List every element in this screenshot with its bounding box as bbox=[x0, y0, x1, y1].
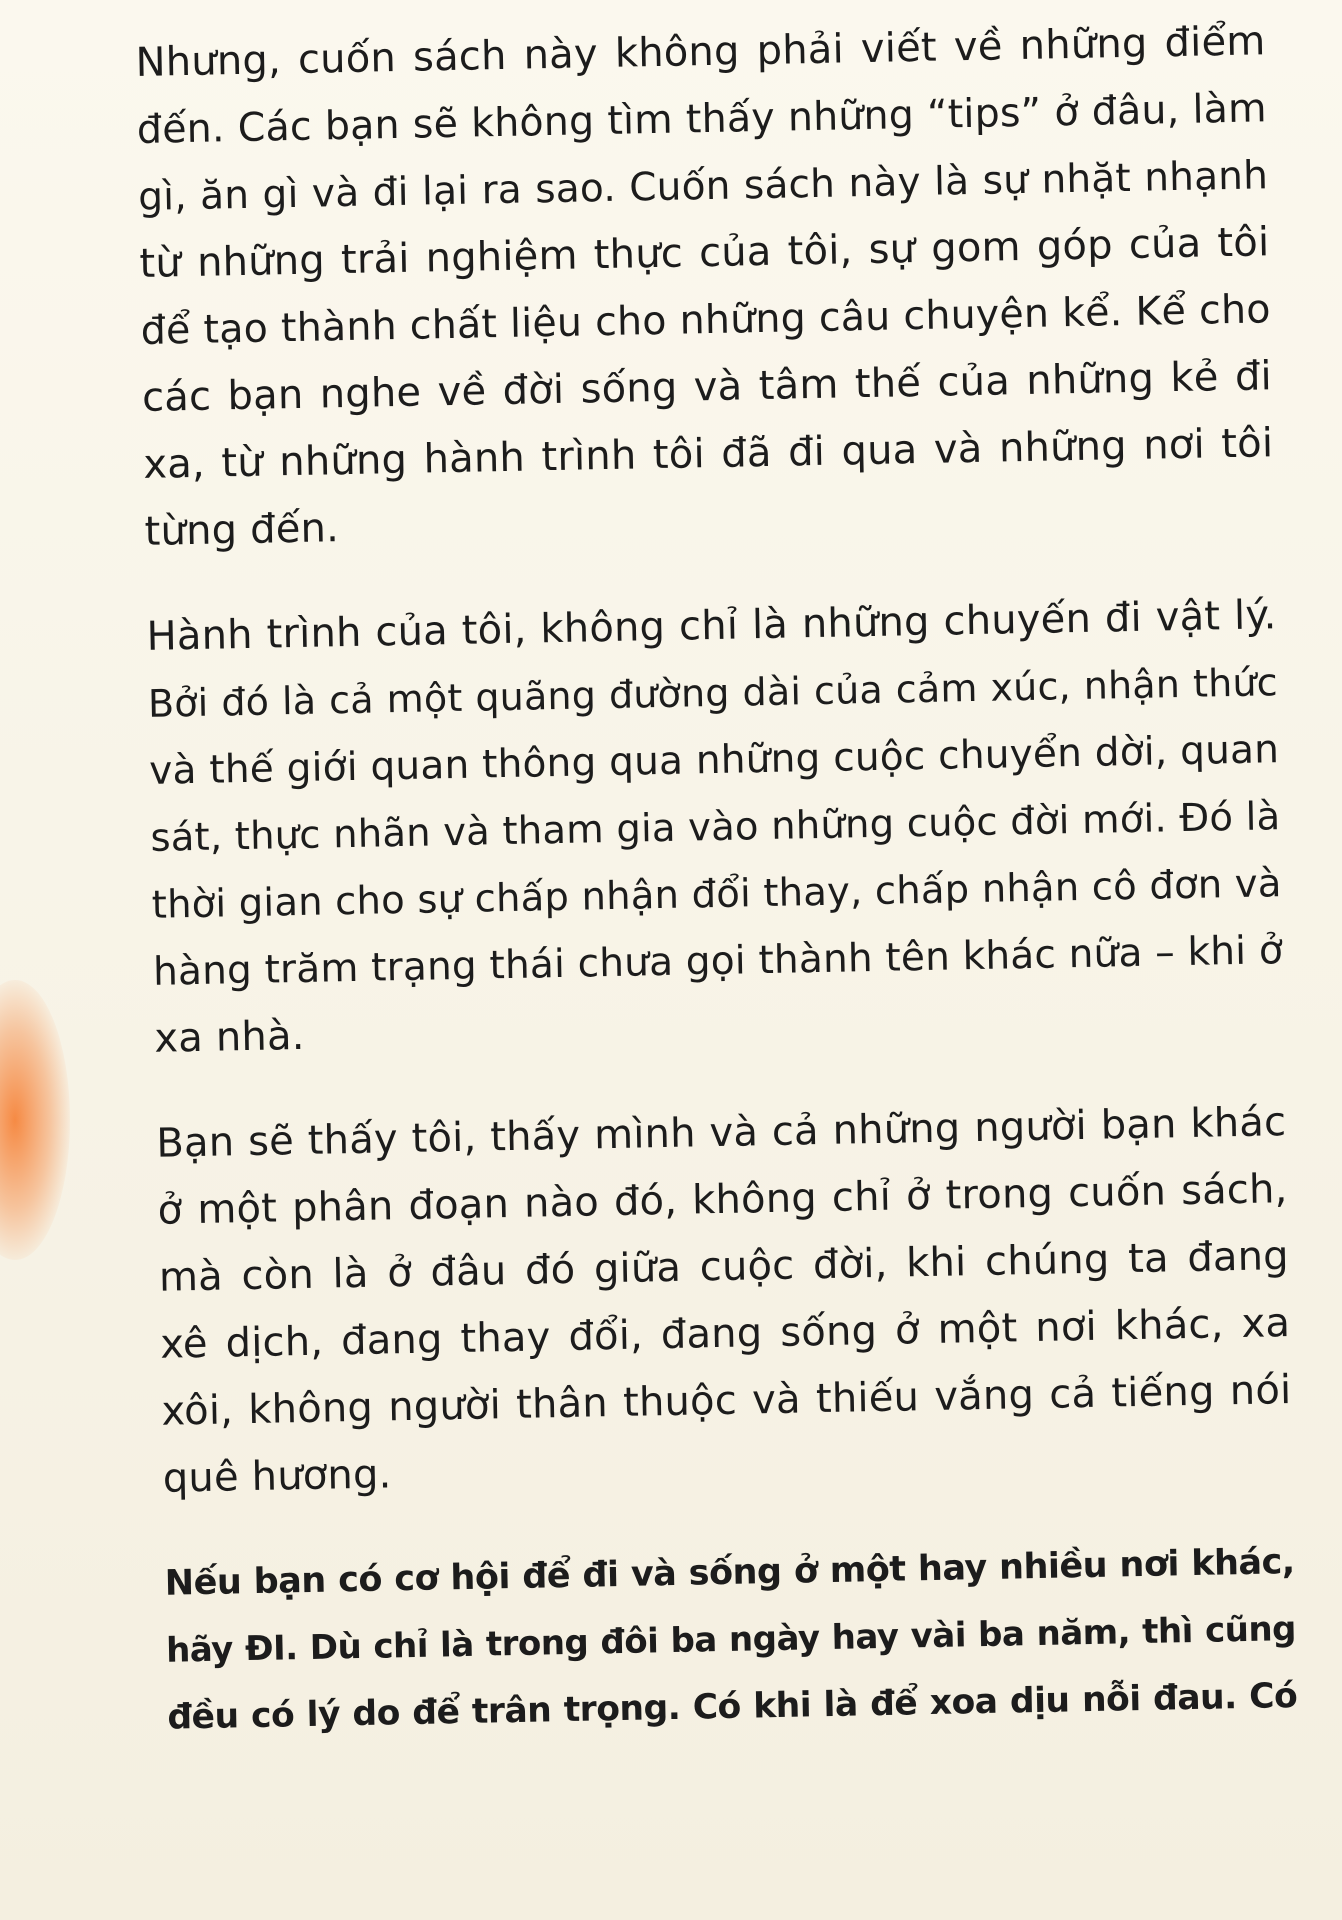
text-line: gì, ăn gì và đi lại ra sao. Cuốn sách này là sự nhặt nhạnh bbox=[137, 153, 1269, 220]
text-line: đến. Các bạn sẽ không tìm thấy những “tips” ở đâu, làm bbox=[136, 85, 1268, 153]
text-line: và thế giới quan thông qua những cuộc chuyển dời, quan bbox=[148, 727, 1280, 794]
text-line: để tạo thành chất liệu cho những câu chuyện kể. Kể cho bbox=[140, 286, 1272, 354]
text-line: xa, từ những hành trình tôi đã đi qua và những nơi tôi bbox=[142, 420, 1274, 488]
text-line: hàng trăm trạng thái chưa gọi thành tên khác nữa – khi ở bbox=[152, 928, 1284, 995]
text-line: sát, thực nhãn và tham gia vào những cuộc đời mới. Đó là bbox=[150, 794, 1281, 861]
text-line: các bạn nghe về đời sống và tâm thế của những kẻ đi bbox=[141, 353, 1273, 421]
text-line: Nhưng, cuốn sách này không phải viết về những điểm bbox=[135, 18, 1266, 86]
paragraph-1 bbox=[135, 8, 1275, 566]
paragraph-3 bbox=[156, 1089, 1294, 1513]
text-line: từ những trải nghiệm thực của tôi, sự gom góp của tôi bbox=[139, 219, 1270, 287]
paragraph-4 bbox=[164, 1529, 1298, 1752]
text-line: quê hương. bbox=[162, 1451, 392, 1502]
text-line: ở một phân đoạn nào đó, không chỉ ở trong cuốn sách, bbox=[157, 1166, 1288, 1234]
text-line: Nếu bạn có cơ hội để đi và sống ở một hay nhiều nơi khác, bbox=[164, 1542, 1296, 1604]
text-line: xa nhà. bbox=[153, 1012, 306, 1062]
body-text bbox=[135, 8, 1299, 1789]
text-line: thời gian cho sự chấp nhận đổi thay, chấp nhận cô đơn và bbox=[151, 861, 1283, 928]
text-line: đều có lý do để trân trọng. Có khi là để xoa dịu nỗi đau. Có bbox=[167, 1675, 1298, 1738]
text-line: Bởi đó là cả một quãng đường dài của cảm xúc, nhận thức bbox=[147, 660, 1279, 726]
text-line: từng đến. bbox=[144, 505, 340, 555]
page-edge-shadow bbox=[0, 980, 70, 1260]
paragraph-2 bbox=[146, 582, 1285, 1073]
text-line: xôi, không người thân thuộc và thiếu vắng cả tiếng nói bbox=[161, 1367, 1292, 1435]
text-line: Bạn sẽ thấy tôi, thấy mình và cả những người bạn khác bbox=[155, 1099, 1287, 1167]
text-line: Hành trình của tôi, không chỉ là những chuyến đi vật lý. bbox=[146, 592, 1277, 660]
text-line: xê dịch, đang thay đổi, đang sống ở một nơi khác, xa bbox=[159, 1300, 1291, 1368]
text-line: mà còn là ở đâu đó giữa cuộc đời, khi chúng ta đang bbox=[158, 1233, 1290, 1301]
text-line: hãy ĐI. Dù chỉ là trong đôi ba ngày hay vài ba năm, thì cũng bbox=[165, 1609, 1297, 1671]
